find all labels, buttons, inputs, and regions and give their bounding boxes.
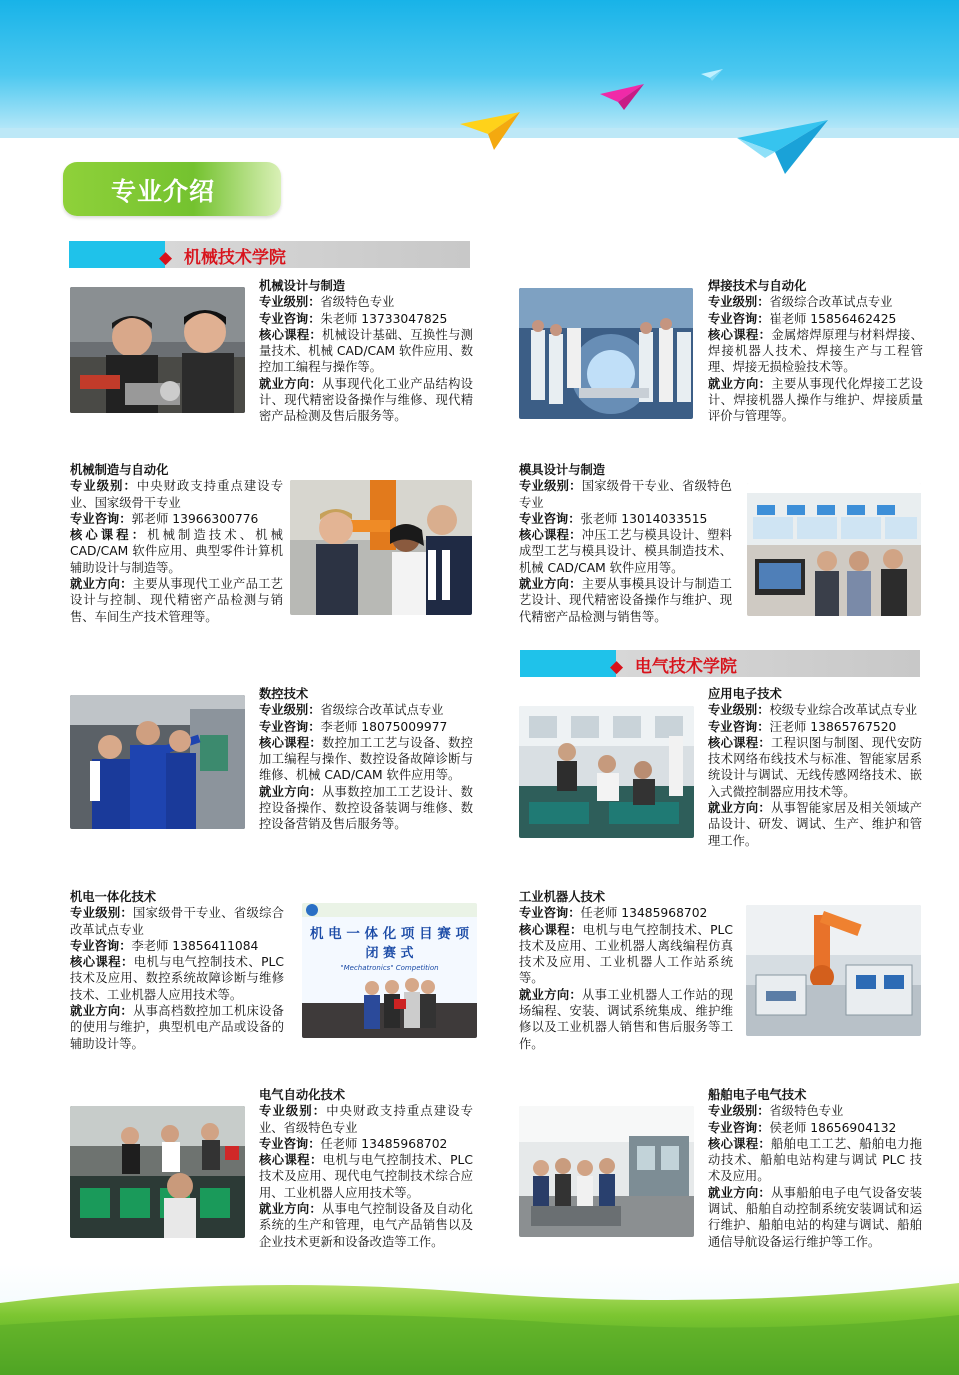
photo-cnc-machine-training: [70, 695, 245, 829]
career-label: 就业方向：: [708, 376, 772, 391]
major-mechatronics: [70, 889, 284, 1052]
contact-value: 李老师 13856411084: [131, 938, 259, 953]
level-value: 校级专业综合改革试点专业: [769, 703, 918, 718]
contact-value: 崔老师 15856462425: [769, 311, 897, 326]
career-label: 就业方向：: [70, 577, 133, 592]
courses-label: 核心课程：: [259, 1153, 323, 1168]
photo-applied-electronics-lab: [519, 706, 694, 838]
major-title: 数控技术: [259, 687, 309, 701]
diamond-bullet-icon: ◆: [159, 248, 173, 268]
contact-label: 专业咨询：: [70, 938, 132, 953]
contact-label: 专业咨询：: [708, 311, 770, 326]
level-label: 专业级别：: [708, 295, 770, 310]
grass-footer-background: [0, 1265, 959, 1375]
level-value: 国家级骨干专业、省级综合改革试点专业: [70, 906, 284, 937]
banner-title-line2: 闭 赛 式: [365, 946, 414, 961]
photo-industrial-robot-station: [746, 905, 921, 1036]
career-value: 从事数控加工工艺设计、数控设备操作、数控设备装调与维修、数控设备营销及售后服务等。: [259, 784, 473, 832]
courses-label: 核心课程：: [259, 735, 323, 750]
small-paper-plane-icon: [700, 68, 724, 82]
contact-label: 专业咨询：: [259, 1136, 321, 1151]
college-bar-accent: [520, 650, 616, 677]
courses-value: 机械制造技术、机械 CAD/CAM 软件应用、典型零件计算机辅助设计与制造等。: [70, 528, 283, 575]
career-label: 就业方向：: [259, 1202, 323, 1217]
courses-value: 金属熔焊原理与材料焊接、焊接机器人技术、焊接生产与工程管理、焊接无损检验技术等。: [708, 327, 923, 375]
major-industrial-robot: [519, 889, 733, 1052]
level-label: 专业级别：: [259, 295, 321, 310]
yellow-paper-plane-icon: [458, 108, 522, 152]
photo-mould-design-computer-lab: [747, 483, 921, 616]
diamond-bullet-icon: ◆: [610, 657, 624, 677]
college-bar-accent: [69, 241, 165, 268]
career-label: 就业方向：: [708, 1185, 772, 1200]
major-title: 机电一体化技术: [70, 890, 157, 904]
section-title: 专业介绍: [111, 177, 216, 206]
college-name-text: 电气技术学院: [634, 657, 737, 677]
career-label: 就业方向：: [519, 987, 583, 1002]
courses-label: 核心课程：: [708, 327, 772, 342]
major-applied-electronics: [708, 686, 922, 849]
major-mechanical-design: [259, 278, 473, 425]
major-machine-manufacturing: [70, 462, 283, 625]
courses-label: 核心课程：: [70, 955, 134, 970]
major-title: 机械设计与制造: [259, 279, 346, 293]
courses-label: 核心课程：: [708, 1136, 772, 1151]
contact-label: 专业咨询：: [708, 719, 770, 734]
contact-label: 专业咨询：: [70, 511, 132, 526]
courses-label: 核心课程：: [708, 735, 772, 750]
major-electrical-automation: [259, 1087, 473, 1250]
level-label: 专业级别：: [708, 1104, 770, 1119]
career-value: 从事工业机器人工作站的现场编程、安装、调试系统集成、维护维修以及工业机器人销售和售后服务等工作。: [519, 987, 733, 1051]
contact-value: 任老师 13485968702: [320, 1136, 448, 1151]
blue-paper-plane-icon: [735, 118, 830, 176]
career-value: 主要从事现代化焊接工艺设计、焊接机器人操作与维护、焊接质量评价与管理等。: [708, 376, 923, 424]
level-label: 专业级别：: [70, 479, 137, 494]
major-title: 机械制造与自动化: [70, 463, 169, 477]
major-ship-electrical: [708, 1087, 922, 1250]
career-label: 就业方向：: [708, 801, 772, 816]
major-welding: [708, 278, 923, 425]
courses-value: 工程识图与制图、现代安防技术网络布线技术与标准、智能家居系统设计与调试、无线传感网络技术、嵌入式微控制器应用技术等。: [708, 735, 922, 799]
contact-value: 侯老师 18656904132: [769, 1120, 897, 1135]
contact-value: 张老师 13014033515: [580, 511, 708, 526]
career-value: 主要从事现代工业产品工艺设计与控制、现代精密产品检测与销售、车间生产技术管理等。: [70, 577, 283, 624]
contact-value: 朱老师 13733047825: [320, 311, 448, 326]
major-title: 应用电子技术: [708, 687, 782, 701]
major-title: 船舶电子电气技术: [708, 1088, 807, 1102]
courses-value: 船舶电工工艺、船舶电力拖动技术、船舶电站构建与调试 PLC 技术及应用。: [708, 1136, 922, 1184]
college-bar-electrical: [520, 650, 920, 677]
major-cnc: [259, 686, 473, 833]
career-label: 就业方向：: [70, 1004, 134, 1019]
career-value: 从事高档数控加工机床设备的使用与维护，典型机电产品或设备的辅助设计等。: [70, 1004, 284, 1051]
level-value: 中央财政支持重点建设专业、国家级骨干专业: [70, 479, 283, 510]
level-value: 省级特色专业: [769, 1104, 844, 1119]
courses-label: 核心课程：: [519, 922, 583, 937]
level-label: 专业级别：: [259, 703, 321, 718]
level-value: 中央财政支持重点建设专业、省级特色专业: [259, 1104, 473, 1135]
courses-value: 电机与电气控制技术、PLC 技术及应用、工业机器人离线编程仿真技术及应用、工业机器人工作站系统等。: [519, 922, 733, 986]
courses-label: 核心课程：: [70, 528, 148, 543]
contact-label: 专业咨询：: [708, 1120, 770, 1135]
contact-value: 汪老师 13865767520: [769, 719, 897, 734]
level-label: 专业级别：: [708, 703, 770, 718]
college-name: [159, 243, 286, 268]
courses-value: 电机与电气控制技术、PLC 技术及应用、数控系统故障诊断与维修技术、工业机器人应用技术等。: [70, 955, 284, 1002]
major-title: 工业机器人技术: [519, 890, 606, 904]
level-value: 省级综合改革试点专业: [769, 295, 893, 310]
college-bar-mechanical: [69, 241, 470, 268]
courses-value: 冲压工艺与模具设计、塑料成型工艺与模具设计、模具制造技术、机械 CAD/CAM 软件应用等。: [519, 528, 732, 575]
level-label: 专业级别：: [259, 1104, 327, 1119]
level-value: 省级特色专业: [320, 295, 395, 310]
courses-label: 核心课程：: [259, 327, 323, 342]
photo-electrical-automation-lab: [70, 1106, 245, 1238]
contact-label: 专业咨询：: [519, 906, 581, 921]
level-label: 专业级别：: [519, 479, 582, 494]
college-name-text: 机械技术学院: [183, 248, 286, 268]
banner-title-line1: 机 电 一 体 化 项 目 赛 项: [309, 926, 470, 942]
banner-subtitle: "Mechatronics" Competition: [340, 964, 439, 972]
career-value: 从事电气控制设备及自动化系统的生产和管理，电气产品销售以及企业技术更新和设备改造等工作。: [259, 1202, 473, 1249]
level-value: 国家级骨干专业、省级特色专业: [519, 479, 732, 510]
major-title: 模具设计与制造: [519, 463, 606, 477]
college-name: [610, 652, 737, 677]
contact-value: 郭老师 13966300776: [131, 511, 259, 526]
photo-machine-design-students: [70, 287, 245, 413]
section-title-pill: [63, 162, 281, 216]
career-value: 从事船舶电子电气设备安装调试、船舶自动控制系统安装调试和运行维护、船舶电站的构建与调试、船舶通信导航设备运行维护等工作。: [708, 1185, 922, 1249]
contact-label: 专业咨询：: [259, 719, 321, 734]
level-label: 专业级别：: [70, 906, 134, 921]
courses-value: 数控加工工艺与设备、数控加工编程与操作、数控设备故障诊断与维修、机械 CAD/CAM 软件应用等。: [259, 735, 473, 783]
major-title: 焊接技术与自动化: [708, 279, 807, 293]
major-title: 电气自动化技术: [259, 1088, 346, 1102]
level-value: 省级综合改革试点专业: [320, 703, 444, 718]
courses-value: 电机与电气控制技术、PLC 技术及应用、现代电气控制技术综合应用、工业机器人应用技术等。: [259, 1153, 473, 1200]
contact-value: 任老师 13485968702: [580, 906, 708, 921]
photo-ship-electrical-lab: [519, 1106, 694, 1237]
major-mould-design: [519, 462, 732, 625]
pink-paper-plane-icon: [598, 82, 646, 112]
career-value: 从事智能家居及相关领域产品设计、研发、调试、生产、维护和管理工作。: [708, 801, 922, 848]
career-value: 从事现代化工业产品结构设计、现代精密设备操作与维修、现代精密产品检测及售后服务等。: [259, 376, 473, 424]
career-label: 就业方向：: [519, 577, 582, 592]
courses-value: 机械设计基础、互换性与测量技术、机械 CAD/CAM 软件应用、数控加工编程与操作等。: [259, 327, 473, 375]
courses-label: 核心课程：: [519, 528, 582, 543]
contact-label: 专业咨询：: [259, 311, 321, 326]
career-label: 就业方向：: [259, 784, 323, 799]
contact-value: 李老师 18075009977: [320, 719, 448, 734]
contact-label: 专业咨询：: [519, 511, 581, 526]
photo-machine-manufacturing-lab: [290, 480, 472, 615]
career-label: 就业方向：: [259, 376, 323, 391]
photo-welding-workshop: [519, 288, 693, 419]
career-value: 主要从事模具设计与制造工艺设计、现代精密设备操作与维护、现代精密产品检测与销售等。: [519, 577, 732, 624]
